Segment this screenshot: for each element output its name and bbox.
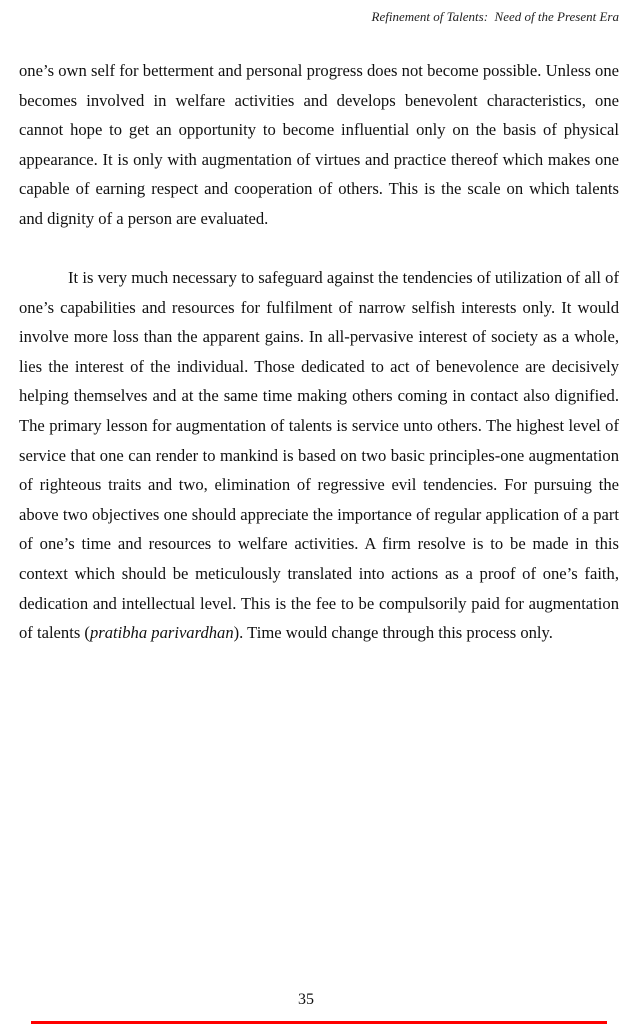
body-paragraph-1: one’s own self for betterment and personal progress does not become possible. Unless one becomes involved in welfare activities and develops benevolent characteristics, one cannot hope to get an opportunity to become influential only on the basis of physical appearance. It is only with augmentation of virtues and practice thereof which makes one capable of earning respect and cooperation of others. This is the scale on which talents and dignity of a person are evaluated. [19,61,619,228]
body-paragraph-2 [19,263,619,648]
page-number: 35 [298,991,314,1008]
footer-divider-rule [31,1021,607,1024]
running-header-title: Refinement of Talents: Need of the Present Era [371,9,619,24]
italic-sanskrit-term: pratibha parivardhan [89,623,234,643]
paragraph-2-text-start: It is very much necessary to safeguard against the tendencies of utilization of all of one’s capabilities and resources for fulfilment of narrow selfish interests only. It would involve more loss than the apparent gains. In all-pervasive interest of society as a whole, lies the interest of the individual. Those dedicated to act of benevolence are decisively helping themselves and at the same time making others coming in contact also dignified. The primary lesson for augmentation of talents is service unto others. The highest level of service that one can render to mankind is based on two basic principles-one augmentation of righteous traits and two, elimination of regressive evil tendencies. For pursuing the above two objectives one should appreciate the importance of regular application of a part of one’s time and resources to welfare activities. A firm resolve is to be made in this context which should be meticulously translated into actions as a proof of one’s faith, dedication and intellectual level. This is the fee to be compulsorily paid for augmentation of talents ( [19,268,619,643]
paragraph-2-text-end: ). Time would change through this process only. [233,623,553,643]
